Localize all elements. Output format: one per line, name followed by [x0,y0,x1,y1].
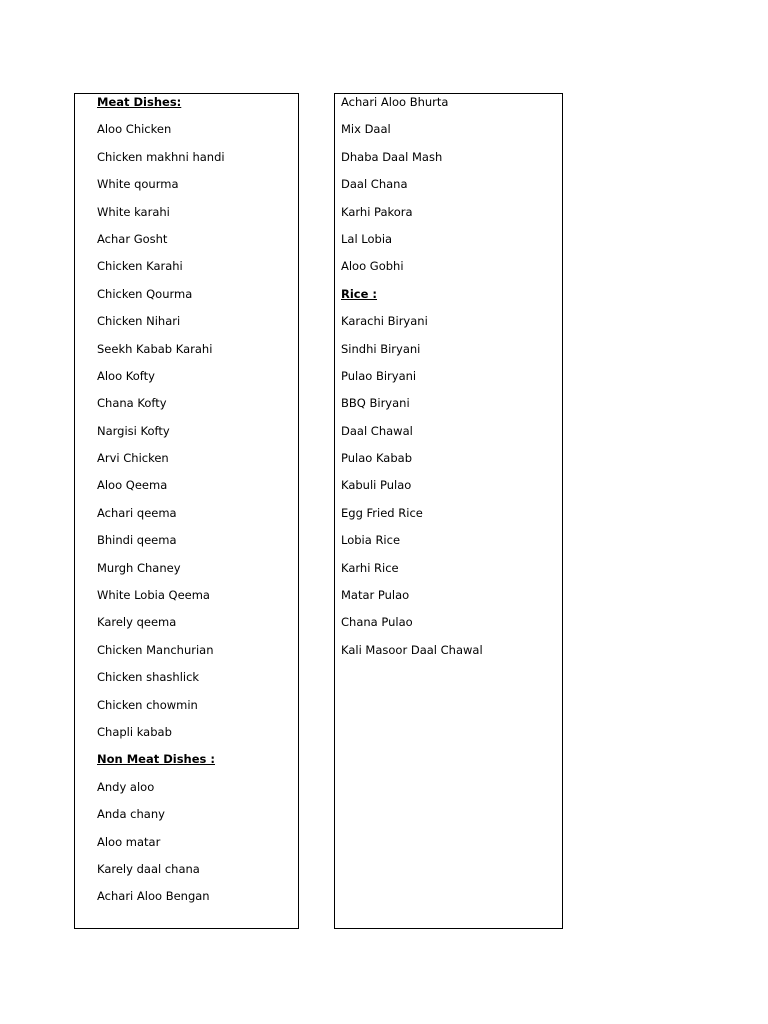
section-heading: Meat Dishes: [97,95,182,109]
dish-item: Chicken Qourma [97,286,193,301]
dish-item: Matar Pulao [341,588,410,603]
dish-item: Mix Daal [341,122,391,137]
dish-item: Aloo Chicken [97,122,172,137]
dish-item: Aloo Gobhi [341,259,404,274]
dish-list [341,95,483,670]
dish-list [97,95,225,917]
dish-item: Lal Lobia [341,231,393,246]
dish-item: Aloo matar [97,834,161,849]
dish-item: Karachi Biryani [341,314,428,329]
dish-item: BBQ Biryani [341,396,410,411]
dish-item: White qourma [97,177,179,192]
dish-item: Daal Chawal [341,423,413,438]
dish-item: White karahi [97,204,170,219]
dish-item: Chicken Karahi [97,259,183,274]
dish-item: Daal Chana [341,177,408,192]
dish-item: Aloo Qeema [97,478,168,493]
section-heading: Non Meat Dishes : [97,752,215,767]
dish-item: Lobia Rice [341,533,401,548]
dish-item: Nargisi Kofty [97,423,170,438]
dish-item: Chana Pulao [341,615,413,630]
dish-item: Seekh Kabab Karahi [97,341,213,356]
dish-item: White Lobia Qeema [97,588,210,603]
dish-item: Egg Fried Rice [341,505,423,520]
dish-item: Karhi Pakora [341,204,413,219]
menu-column-left [74,93,299,929]
dish-item: Andy aloo [97,779,155,794]
dish-item: Chicken Nihari [97,314,181,329]
dish-item: Kabuli Pulao [341,478,412,493]
menu-column-right [334,93,563,929]
section-heading: Rice : [341,286,378,301]
dish-item: Sindhi Biryani [341,341,421,356]
dish-item: Achari qeema [97,505,177,520]
dish-item: Achari Aloo Bhurta [341,95,449,109]
dish-item: Chana Kofty [97,396,167,411]
dish-item: Dhaba Daal Mash [341,149,443,164]
dish-item: Kali Masoor Daal Chawal [341,642,483,657]
dish-item: Bhindi qeema [97,533,177,548]
dish-item: Karhi Rice [341,560,399,575]
dish-item: Karely daal chana [97,861,200,876]
dish-item: Chicken shashlick [97,670,200,685]
dish-item: Arvi Chicken [97,451,169,466]
dish-item: Chicken chowmin [97,697,198,712]
dish-item: Chicken Manchurian [97,642,214,657]
dish-item: Achar Gosht [97,231,168,246]
dish-item: Aloo Kofty [97,368,155,383]
dish-item: Pulao Biryani [341,368,417,383]
dish-item: Anda chany [97,807,165,822]
dish-item: Pulao Kabab [341,451,412,466]
dish-item: Chapli kabab [97,724,172,739]
dish-item: Karely qeema [97,615,177,630]
dish-item: Murgh Chaney [97,560,181,575]
dish-item: Chicken makhni handi [97,149,225,164]
dish-item: Achari Aloo Bengan [97,889,210,904]
